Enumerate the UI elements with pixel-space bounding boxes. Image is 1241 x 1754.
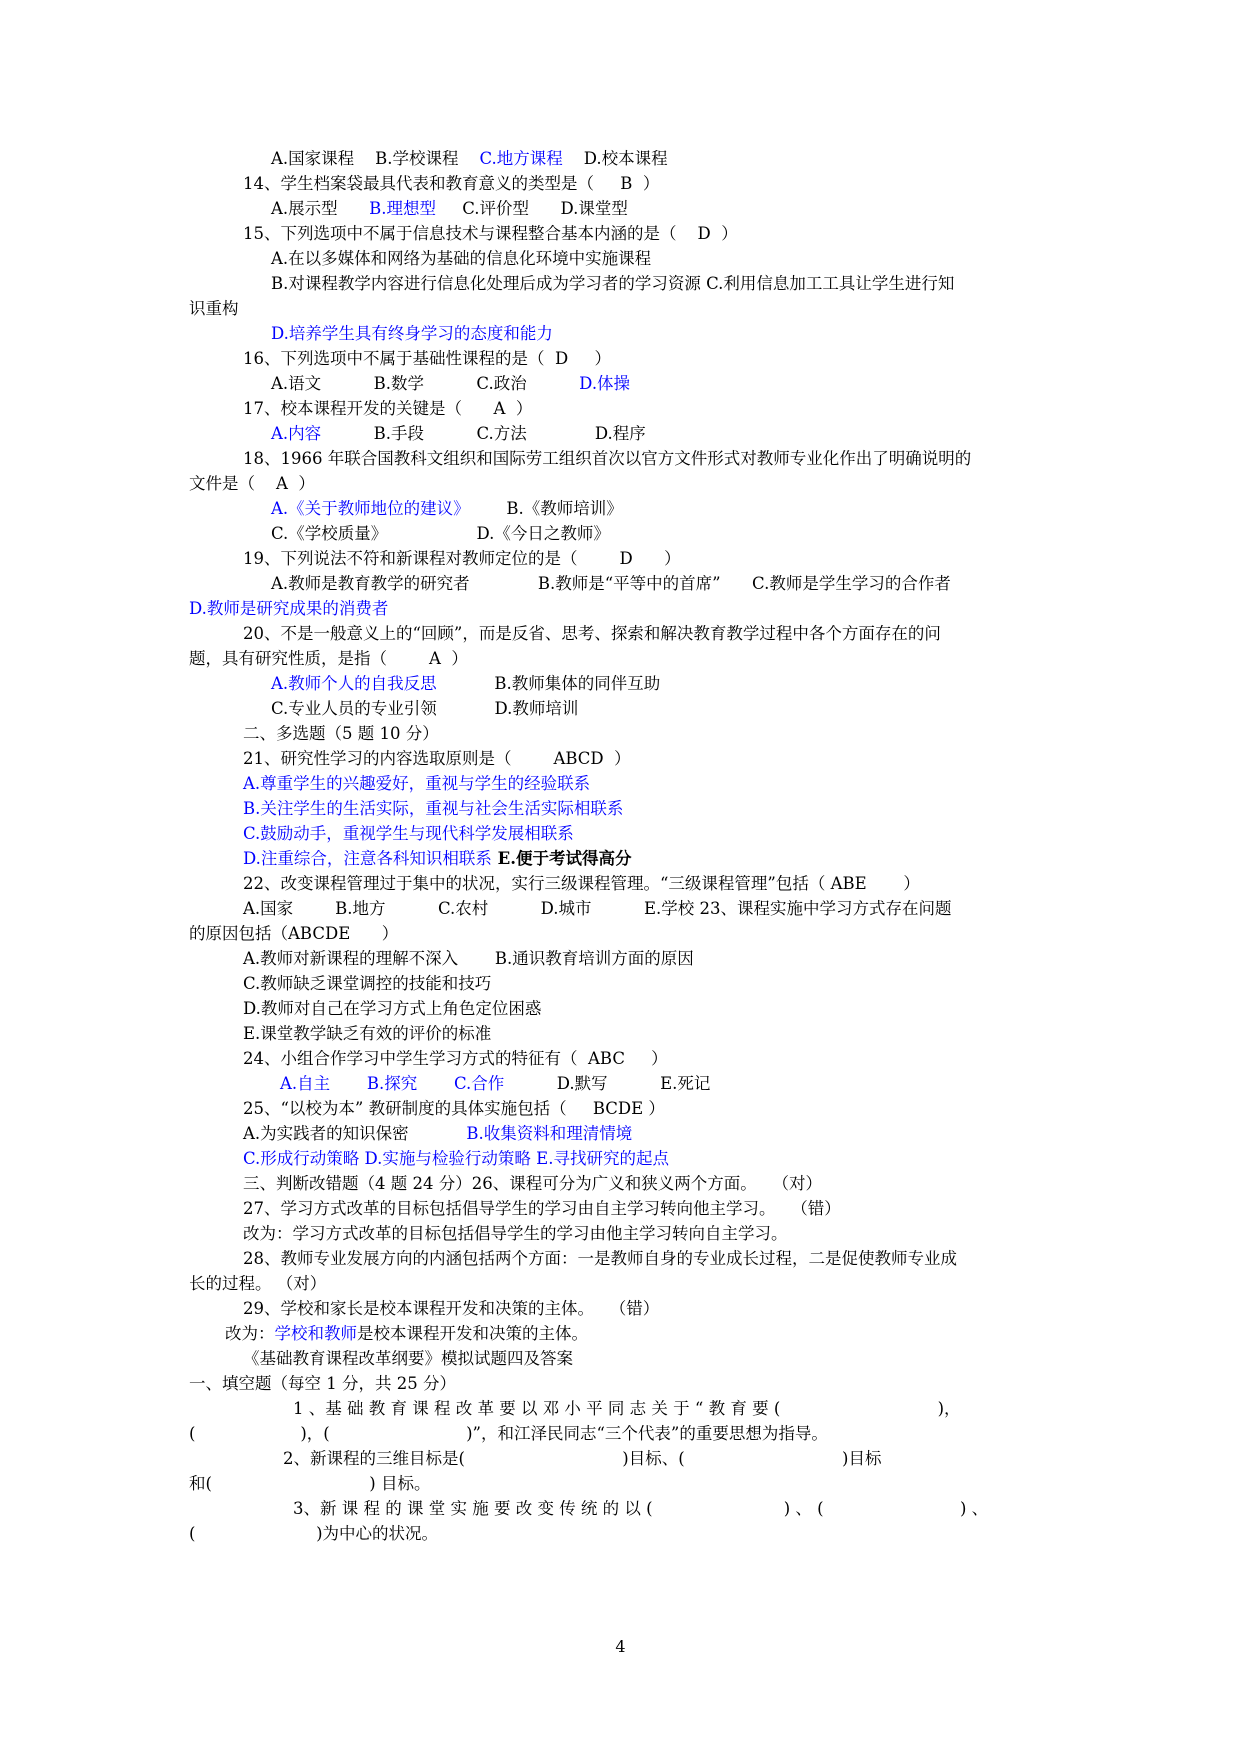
text-run: A.国家课程 B.学校课程 [271, 149, 480, 168]
text-line [243, 946, 694, 971]
text-line [271, 521, 610, 546]
text-run: 21、研究性学习的内容选取原则是（ ABCD ） [243, 749, 631, 768]
text-run: 识重构 [189, 299, 239, 318]
text-line [189, 921, 398, 946]
text-line [243, 846, 631, 871]
text-line [243, 1096, 665, 1121]
text-run: B.关注学生的生活实际，重视与社会生活实际相联系 [243, 799, 624, 818]
text-run: 是校本课程开发和决策的主体。 [357, 1324, 588, 1343]
text-line [243, 721, 439, 746]
text-line [189, 646, 468, 671]
text-run: ( )，( )”，和江泽民同志“三个代表”的重要思想为指导。 [189, 1424, 828, 1443]
text-line [243, 1296, 659, 1321]
text-run: 改为： [225, 1324, 275, 1343]
text-line [271, 421, 646, 446]
text-run: C.专业人员的专业引领 D.教师培训 [271, 699, 579, 718]
text-run: 24、小组合作学习中学生学习方式的特征有（ ABC ） [243, 1049, 668, 1068]
text-run: B.探究 [366, 1074, 418, 1093]
text-run [417, 1074, 454, 1093]
text-line [271, 371, 630, 396]
text-run: A.为实践者的知识保密 [243, 1124, 467, 1143]
text-run: A.尊重学生的兴趣爱好，重视与学生的经验联系 [243, 774, 591, 793]
text-run: D.校本课程 [562, 149, 668, 168]
text-line [243, 1146, 669, 1171]
text-run: 1 、基 础 教 育 课 程 改 革 要 以 邓 小 平 同 志 关 于 “ 教 育 要 ( )， [293, 1399, 961, 1418]
text-run: 的原因包括（ABCDE ） [189, 924, 399, 943]
text-run: B.《教师培训》 [469, 499, 623, 518]
text-run: D.体操 [579, 374, 631, 393]
text-line [189, 1471, 430, 1496]
text-run: 学校和教师 [274, 1324, 357, 1343]
text-run: C.评价型 D.课堂型 [436, 199, 628, 218]
text-run: A.国家 B.地方 C.农村 D.城市 E.学校 23、课程实施中学习方式存在问题 [243, 899, 952, 918]
text-line [243, 1171, 822, 1196]
text-line [280, 1071, 710, 1096]
text-line [189, 1371, 456, 1396]
text-run: B.理想型 [369, 199, 437, 218]
text-line [225, 1321, 588, 1346]
text-run: 《基础教育课程改革纲要》模拟试题四及答案 [243, 1349, 573, 1368]
text-line [189, 471, 315, 496]
text-line [243, 971, 491, 996]
text-run: C.教师缺乏课堂调控的技能和技巧 [243, 974, 492, 993]
text-run: A.教师个人的自我反思 [271, 674, 437, 693]
text-run: A.教师是教育教学的研究者 B.教师是“平等中的首席” C.教师是学生学习的合作者 [271, 574, 951, 593]
text-run: C.形成行动策略 D.实施与检验行动策略 E.寻找研究的起点 [243, 1149, 669, 1168]
text-line [189, 1521, 438, 1546]
text-line [271, 146, 668, 171]
text-run: 题，具有研究性质，是指（ A ） [189, 649, 468, 668]
text-run: 14、学生档案袋最具代表和教育意义的类型是（ B ） [243, 174, 660, 193]
text-line [243, 396, 532, 421]
text-line [271, 496, 623, 521]
text-run: 15、下列选项中不属于信息技术与课程整合基本内涵的是（ D ） [243, 224, 738, 243]
text-run: B.手段 C.方法 D.程序 [321, 424, 646, 443]
text-line [243, 821, 574, 846]
text-line [293, 1396, 961, 1421]
text-run: A.语文 B.数学 C.政治 [271, 374, 580, 393]
text-run: 17、校本课程开发的关键是（ A ） [243, 399, 533, 418]
text-run: A.自主 [280, 1074, 331, 1093]
text-run: 文件是（ A ） [189, 474, 315, 493]
text-line [243, 796, 623, 821]
text-run: 一、填空题（每空 1 分，共 25 分） [189, 1374, 456, 1393]
text-line [271, 321, 553, 346]
text-run: A.教师对新课程的理解不深入 B.通识教育培训方面的原因 [243, 949, 694, 968]
text-run: 三、判断改错题（4 题 24 分）26、课程可分为广义和狭义两个方面。 （对） [243, 1174, 822, 1193]
text-run: D.默写 E.死记 [504, 1074, 711, 1093]
text-run: 27、学习方式改革的目标包括倡导学生的学习由自主学习转向他主学习。 （错） [243, 1199, 841, 1218]
text-line [243, 446, 971, 471]
text-run: A.《关于教师地位的建议》 [271, 499, 470, 518]
text-run: 18、1966 年联合国教科文组织和国际劳工组织首次以官方文件形式对教师专业化作出了明确说明的 [243, 449, 972, 468]
text-line [189, 1271, 326, 1296]
text-line [243, 746, 631, 771]
text-run [330, 1074, 367, 1093]
text-line [189, 1421, 828, 1446]
text-run: 22、改变课程管理过于集中的状况，实行三级课程管理。“三级课程管理”包括（ ABE ） [243, 874, 920, 893]
text-line [189, 296, 239, 321]
text-run: D.教师对自己在学习方式上角色定位困惑 [243, 999, 542, 1018]
text-run: 改为：学习方式改革的目标包括倡导学生的学习由他主学习转向自主学习。 [243, 1224, 788, 1243]
text-line [243, 771, 590, 796]
text-run: B.对课程教学内容进行信息化处理后成为学习者的学习资源 C.利用信息加工工具让学生进行知 [271, 274, 955, 293]
text-run: C.地方课程 [479, 149, 563, 168]
text-line [243, 1121, 632, 1146]
text-run: 19、下列说法不符和新课程对教师定位的是（ D ） [243, 549, 681, 568]
text-run: D.培养学生具有终身学习的态度和能力 [271, 324, 553, 343]
text-line [271, 246, 651, 271]
text-run: 3、新 课 程 的 课 堂 实 施 要 改 变 传 统 的 以 ( ) 、 ( ) 、 [293, 1499, 989, 1518]
text-run: 和( ) 目标。 [189, 1474, 431, 1493]
text-line [243, 546, 681, 571]
text-line [271, 571, 951, 596]
text-run: C.合作 [453, 1074, 505, 1093]
text-run: 二、多选题（5 题 10 分） [243, 724, 439, 743]
text-line [271, 196, 628, 221]
text-run: E.课堂教学缺乏有效的评价的标准 [243, 1024, 492, 1043]
text-line [293, 1496, 988, 1521]
text-line [243, 621, 941, 646]
text-run: 2、新课程的三维目标是( )目标、( )目标 [283, 1449, 882, 1468]
text-run: 长的过程。 （对） [189, 1274, 327, 1293]
text-run: A.内容 [271, 424, 322, 443]
text-line [243, 1196, 841, 1221]
text-run: D.教师是研究成果的消费者 [189, 599, 389, 618]
text-run: 29、学校和家长是校本课程开发和决策的主体。 （错） [243, 1299, 660, 1318]
text-run: 28、教师专业发展方向的内涵包括两个方面：一是教师自身的专业成长过程，二是促使教师专业成 [243, 1249, 957, 1268]
text-run: ( )为中心的状况。 [189, 1524, 439, 1543]
text-run: B.教师集体的同伴互助 [436, 674, 661, 693]
text-line [243, 1021, 491, 1046]
text-line [271, 671, 660, 696]
text-run: 16、下列选项中不属于基础性课程的是（ D ） [243, 349, 611, 368]
text-line [243, 171, 659, 196]
text-run: C.鼓励动手，重视学生与现代科学发展相联系 [243, 824, 574, 843]
text-run: A.展示型 [271, 199, 370, 218]
text-run: B.收集资料和理清情境 [466, 1124, 633, 1143]
text-run: 25、“以校为本” 教研制度的具体实施包括（ BCDE ） [243, 1099, 665, 1118]
text-line [243, 896, 952, 921]
text-line [243, 1221, 788, 1246]
text-run: A.在以多媒体和网络为基础的信息化环境中实施课程 [271, 249, 652, 268]
text-line [243, 996, 541, 1021]
text-line [243, 1046, 668, 1071]
text-line [243, 221, 738, 246]
text-run: E.便于考试得高分 [491, 849, 632, 868]
page-number: 4 [615, 1637, 626, 1656]
text-run: 20、不是一般意义上的“回顾”，而是反省、思考、探索和解决教育教学过程中各个方面存在的问 [243, 624, 941, 643]
text-line [243, 1246, 957, 1271]
text-line [271, 271, 954, 296]
text-line [243, 1346, 573, 1371]
text-line [283, 1446, 881, 1471]
text-line [271, 696, 578, 721]
text-line [243, 871, 920, 896]
text-line [189, 596, 388, 621]
text-line [243, 346, 611, 371]
text-run: C.《学校质量》 D.《今日之教师》 [271, 524, 610, 543]
text-run: D.注重综合，注意各科知识相联系 [243, 849, 492, 868]
